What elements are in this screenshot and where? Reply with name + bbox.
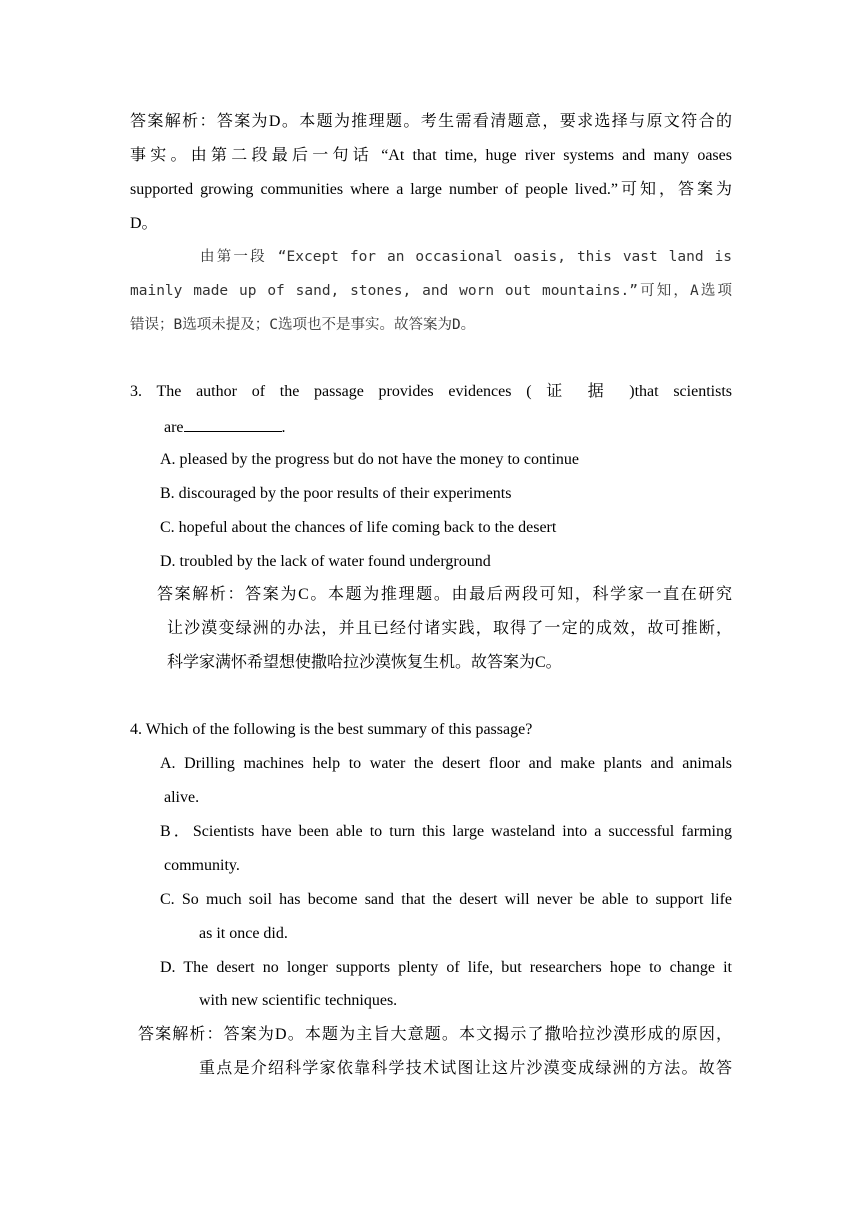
q3-option-a: A. pleased by the progress but do not have the money to continue [160,451,580,468]
q4-option-b-line-1: B．Scientists have been able to turn this large wasteland into a successful farming [160,823,732,840]
q4-option-a-line-2: alive. [164,789,200,806]
q4-explanation-line-1: 答案解析：答案为D。本题为主旨大意题。本文揭示了撒哈拉沙漠形成的原因， [138,1026,732,1043]
q3-explanation-line-3: 科学家满怀希望想使撒哈拉沙漠恢复生机。故答案为C。 [167,654,562,671]
q3-stem-suffix: . [281,419,286,436]
q4-option-d-line-2: with new scientific techniques. [199,992,398,1009]
q4-option-a-line-1: A. Drilling machines help to water the desert floor and make plants and animals [160,755,732,772]
q4-option-d-line-1: D. The desert no longer supports plenty of life, but researchers hope to change it [160,959,732,976]
q4-option-c-line-2: as it once did. [199,925,288,942]
q3-option-d: D. troubled by the lack of water found underground [160,553,491,570]
q3-stem-line-2 [164,415,286,439]
q2-explanation-line-1: 答案解析：答案为D。本题为推理题。考生需看清题意，要求选择与原文符合的 [130,113,732,130]
q3-explanation-line-1: 答案解析：答案为C。本题为推理题。由最后两段可知，科学家一直在研究 [157,586,732,603]
q2-explanation-line-4: D。 [130,215,158,232]
q2-explanation-line-3: supported growing communities where a large number of people lived.”可知，答案为 [130,181,732,198]
q2-mono-line-1: 由第一段 “Except for an occasional oasis, this vast land is [200,249,732,265]
q4-option-c-line-1: C. So much soil has become sand that the desert will never be able to support life [160,891,732,908]
q4-explanation-line-2: 重点是介绍科学家依靠科学技术试图让这片沙漠变成绿洲的方法。故答 [199,1060,732,1077]
q3-stem-prefix: are [164,419,184,436]
q3-stem-line-1: 3. The author of the passage provides evidences ( 证 据 )that scientists [130,383,732,400]
q3-option-b: B. discouraged by the poor results of their experiments [160,485,512,502]
answer-blank [184,415,282,432]
q2-mono-line-2: mainly made up of sand, stones, and worn out mountains.”可知，A选项 [130,283,732,299]
q2-explanation-line-2: 事实。由第二段最后一句话 “At that time, huge river systems and many oases [130,147,732,164]
q4-option-b-line-2: community. [164,857,240,874]
q3-explanation-line-2: 让沙漠变绿洲的办法，并且已经付诸实践，取得了一定的成效，故可推断， [167,620,732,637]
q2-mono-line-3: 错误；B选项未提及；C选项也不是事实。故答案为D。 [130,317,476,333]
q4-stem: 4. Which of the following is the best summary of this passage? [130,721,533,738]
q3-option-c: C. hopeful about the chances of life coming back to the desert [160,519,557,536]
